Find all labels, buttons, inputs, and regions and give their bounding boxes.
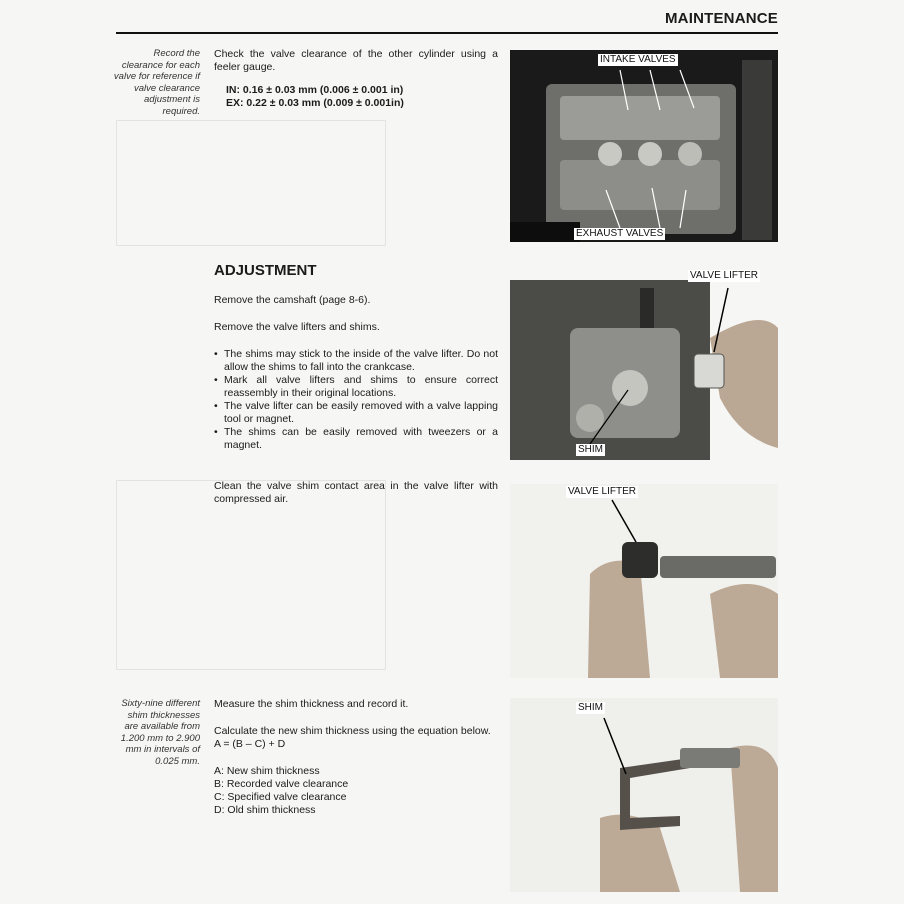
remove-lifters-step: Remove the valve lifters and shims. (214, 321, 380, 333)
valve-lifter-label-2: VALVE LIFTER (568, 486, 636, 497)
remove-camshaft-step: Remove the camshaft (page 8-6). (214, 294, 371, 306)
valve-lifter-removal-photo (510, 268, 778, 460)
bleed-through-box (116, 480, 386, 670)
exhaust-spec: EX: 0.22 ± 0.03 mm (0.009 ± 0.001in) (226, 97, 404, 109)
clean-contact-area-instruction: Clean the valve shim contact area in the valve lifter with compressed air. (214, 480, 498, 505)
valve-lifter-label: VALVE LIFTER (690, 270, 758, 281)
intake-spec: IN: 0.16 ± 0.03 mm (0.006 ± 0.001 in) (226, 84, 404, 96)
clean-text (214, 480, 498, 506)
bleed-through-box (116, 120, 386, 246)
block1-text (214, 48, 498, 110)
shim-equation: A = (B – C) + D (214, 738, 286, 750)
exhaust-valves-label: EXHAUST VALVES (576, 228, 664, 239)
shim-measurement-photo (510, 698, 778, 892)
legend-item: B: Recorded valve clearance (214, 778, 349, 790)
list-item: • Mark all valve lifters and shims to ensure correct reassembly in their original locations. (214, 374, 498, 400)
cylinder-head-photo (510, 50, 778, 242)
measure-shim-step: Measure the shim thickness and record it. (214, 698, 409, 710)
adjustment-heading: ADJUSTMENT (214, 262, 317, 279)
list-item: • The valve lifter can be easily removed with a valve lapping tool or magnet. (214, 400, 498, 426)
section-title: MAINTENANCE (664, 10, 778, 27)
cylinder-head-image (510, 50, 778, 242)
shim-thickness-sidenote: Sixty-nine different shim thicknesses are available from 1.200 mm to 2.900 mm in intervals of 0.025 mm. (120, 698, 200, 767)
adjustment-text (214, 294, 498, 452)
lifter-cleaning-photo (510, 484, 778, 678)
measure-text (214, 698, 498, 817)
valve-lifter-removal-image (510, 268, 778, 460)
shim-label-2: SHIM (578, 702, 603, 713)
list-item: • The shims can be easily removed with tweezers or a magnet. (214, 426, 498, 452)
legend-item: C: Specified valve clearance (214, 791, 347, 803)
legend-item: A: New shim thickness (214, 765, 320, 777)
lifter-cleaning-image (510, 484, 778, 678)
shim-measurement-image (510, 698, 778, 892)
list-item: • The shims may stick to the inside of the valve lifter. Do not allow the shims to fall into the crankcase. (214, 348, 498, 374)
clearance-sidenote: Record the clearance for each valve for reference if valve clearance adjustment is required. (113, 48, 200, 117)
intake-valves-label: INTAKE VALVES (600, 54, 676, 65)
check-clearance-instruction: Check the valve clearance of the other cylinder using a feeler gauge. (214, 48, 498, 73)
calculate-shim-step: Calculate the new shim thickness using the equation below. (214, 725, 491, 737)
page-header (116, 8, 778, 34)
legend-item: D: Old shim thickness (214, 804, 316, 816)
shim-label: SHIM (578, 444, 603, 455)
adjustment-notes-list (214, 348, 498, 452)
